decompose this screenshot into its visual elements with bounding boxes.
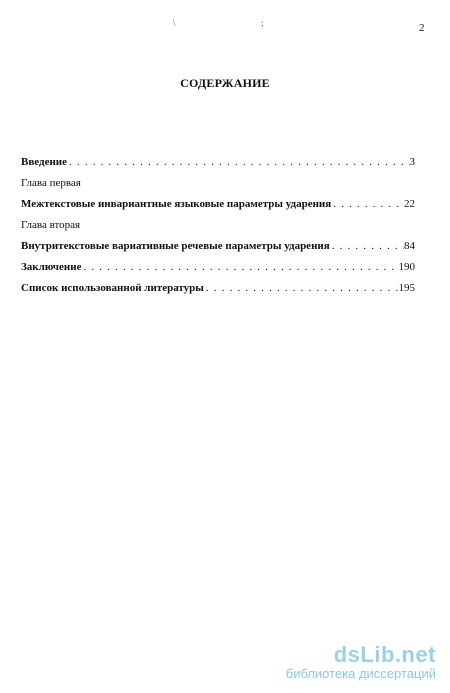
chapter-label-1: Глава первая <box>21 177 81 189</box>
toc-entry-title: Заключение <box>21 261 82 273</box>
dot-leader <box>81 257 398 278</box>
toc-entry-page: 22 <box>404 198 415 210</box>
watermark-logo: dsLib.net <box>333 642 436 667</box>
toc-entry-title: Межтекстовые инвариантные языковые параметры ударения <box>21 198 332 210</box>
toc-entry-page: 3 <box>409 156 415 168</box>
page-title: СОДЕРЖАНИЕ <box>180 76 270 90</box>
toc-entry-chapter-1[interactable] <box>21 194 415 215</box>
toc-entry-page: 195 <box>398 282 415 294</box>
dot-leader <box>204 278 399 299</box>
chapter-label-2: Глава вторая <box>21 219 81 231</box>
scan-mark: \ <box>173 18 176 28</box>
table-of-contents <box>21 152 415 299</box>
watermark <box>286 642 436 681</box>
toc-entry-page: 190 <box>398 261 415 273</box>
toc-entry-page: 84 <box>404 240 415 252</box>
toc-entry-references[interactable] <box>21 278 415 299</box>
watermark-subtitle: библиотека диссертаций <box>285 666 436 681</box>
toc-entry-title: Список использованной литературы <box>21 282 204 294</box>
dot-leader <box>67 152 409 173</box>
dot-leader <box>330 236 404 257</box>
scan-mark: ; <box>261 18 264 28</box>
toc-entry-chapter-2[interactable] <box>21 236 415 257</box>
toc-entry-introduction[interactable] <box>21 152 415 173</box>
dot-leader <box>331 194 404 215</box>
toc-entry-conclusion[interactable] <box>21 257 415 278</box>
toc-entry-title: Введение <box>21 156 68 168</box>
page-number: 2 <box>419 22 425 34</box>
toc-entry-title: Внутритекстовые вариативные речевые параметры ударения <box>21 240 330 252</box>
